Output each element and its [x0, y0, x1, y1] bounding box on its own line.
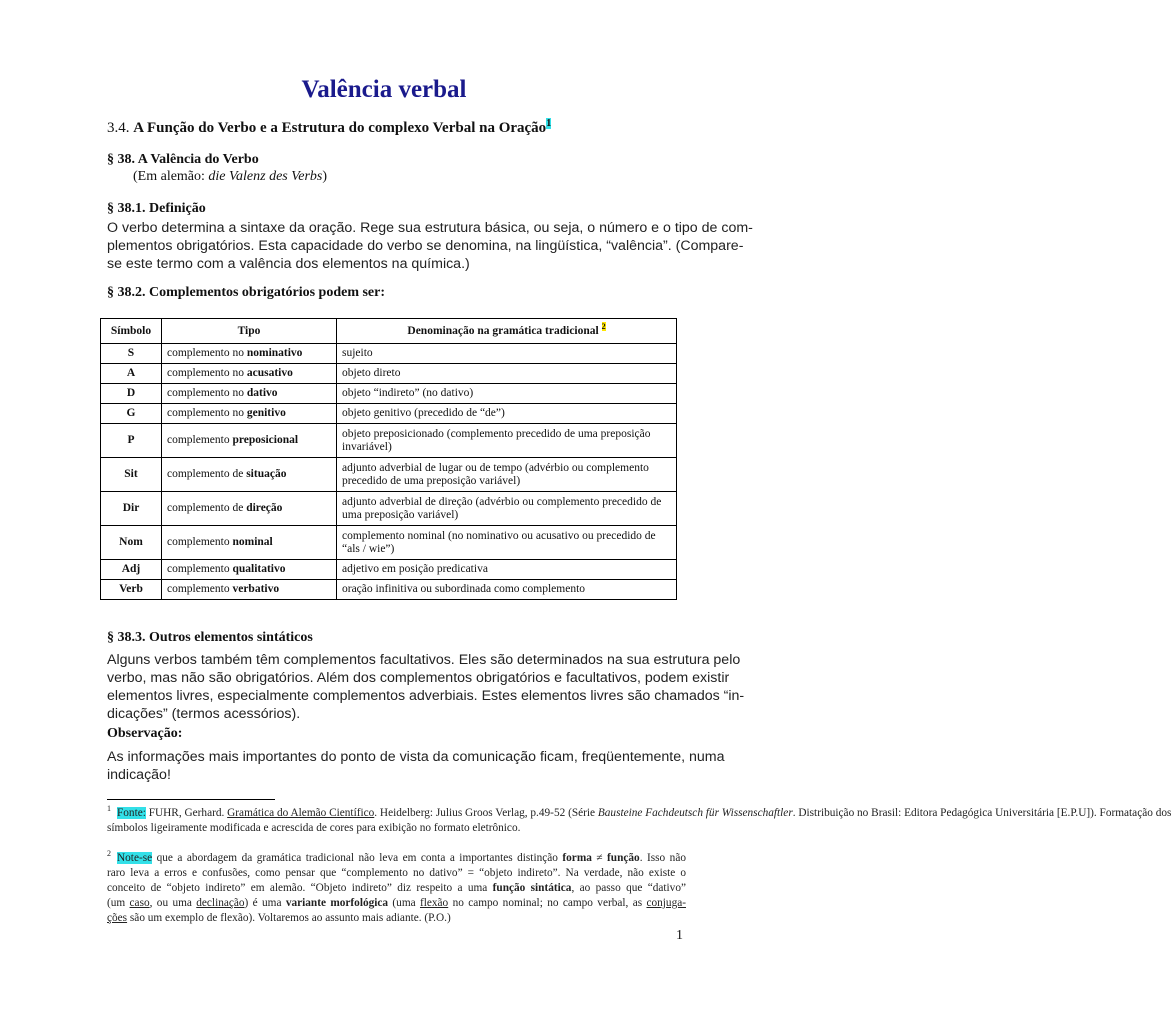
paragraph-line: O verbo determina a sintaxe da oração. Rege sua estrutura básica, ou seja, o número e o tipo de com-: [107, 220, 753, 236]
s383-paragraph: [107, 651, 745, 723]
table-row: [101, 492, 677, 526]
cell-denominacao: adjunto adverbial de lugar ou de tempo (advérbio ou complemento precedido de uma preposição variável): [337, 458, 677, 492]
cell-symbol: Adj: [101, 560, 162, 580]
cell-denominacao: objeto “indireto” (no dativo): [337, 384, 677, 404]
cell-denominacao: objeto direto: [337, 364, 677, 384]
cited-series: Bausteine Fachdeutsch für Wissenschaftler: [597, 807, 793, 819]
footnote-label-note: Note-se: [117, 852, 153, 864]
footnote-ref-1[interactable]: 1: [546, 118, 552, 129]
footnote-number: 2: [107, 849, 111, 859]
table-row: [101, 384, 677, 404]
cell-tipo: complemento no acusativo: [162, 364, 337, 384]
s381-paragraph: [107, 219, 753, 273]
paragraph-line: elementos livres, especialmente complementos adverbiais. Estes elementos livres são chamados “in-: [107, 688, 745, 704]
cell-tipo: complemento no dativo: [162, 384, 337, 404]
col-header-symbol: Símbolo: [101, 319, 162, 344]
s382-heading: § 38.2. Complementos obrigatórios podem ser:: [107, 285, 386, 300]
section-title: A Função do Verbo e a Estrutura do complexo Verbal na Oração: [133, 120, 547, 136]
paragraph-line: indicação!: [107, 767, 171, 783]
table-row: [101, 364, 677, 384]
cell-symbol: P: [101, 424, 162, 458]
cell-denominacao: sujeito: [337, 344, 677, 364]
paragraph-line: verbo, mas não são obrigatórios. Além dos complementos obrigatórios e facultativos, podem existir: [107, 670, 730, 686]
cell-tipo: complemento no nominativo: [162, 344, 337, 364]
cell-denominacao: objeto genitivo (precedido de “de”): [337, 404, 677, 424]
section-number: 3.4.: [107, 120, 130, 136]
table-row: [101, 404, 677, 424]
paragraph-line: se este termo com a valência dos elementos na química.): [107, 256, 470, 272]
s38-german-term: die Valenz des Verbs: [208, 169, 323, 184]
observation-heading: Observação:: [107, 726, 183, 741]
paragraph-line: plementos obrigatórios. Esta capacidade do verbo se denomina, na lingüística, “valência”. (Compare-: [107, 238, 744, 254]
table-row: [101, 526, 677, 560]
cell-symbol: A: [101, 364, 162, 384]
footnote-2: $^2$ Note-se que a abordagem da gramática tradicional não leva em conta a importantes distinção forma ≠ função. Isso não raro leva a erros e confusões, como pensar que “complemento no dativo” = “objeto indireto”. Na verdade, não existe o conceito de “objeto indireto” em alemão. “Objeto indireto” diz respeito a uma função sintática, ao passo que “dativo” (um caso, ou uma declinação) é uma variante morfológica (uma flexão no campo nominal; no campo verbal, as conjuga- ções são um exemplo de flexão). Voltaremos ao assunto mais adiante. (P.O.): [107, 849, 686, 924]
col-header-tipo: Tipo: [162, 319, 337, 344]
section-heading: [107, 120, 551, 137]
paragraph-line: As informações mais importantes do ponto de vista da comunicação ficam, freqüentemente, numa: [107, 749, 725, 765]
page-number: 1: [676, 928, 683, 943]
table-row: [101, 424, 677, 458]
cell-denominacao: complemento nominal (no nominativo ou acusativo ou precedido de “als / wie”): [337, 526, 677, 560]
footnote-ref-2[interactable]: 2: [601, 321, 606, 331]
cell-symbol: Sit: [101, 458, 162, 492]
table-row: [101, 560, 677, 580]
footnote-separator: [107, 799, 275, 800]
s381-heading: § 38.1. Definição: [107, 201, 206, 216]
s383-heading: § 38.3. Outros elementos sintáticos: [107, 630, 313, 645]
observation-paragraph: [107, 748, 725, 784]
table-row: [101, 344, 677, 364]
s38-heading: § 38. A Valência do Verbo: [107, 152, 259, 167]
complements-table: [100, 318, 677, 600]
cell-tipo: complemento de direção: [162, 492, 337, 526]
cell-denominacao: objeto preposicionado (complemento precedido de uma preposição invariável): [337, 424, 677, 458]
cell-tipo: complemento no genitivo: [162, 404, 337, 424]
paragraph-line: Alguns verbos também têm complementos facultativos. Eles são determinados na sua estrutura pelo: [107, 652, 741, 668]
footnote-label-fonte: Fonte:: [117, 807, 146, 819]
table-header-row: [101, 319, 677, 344]
table-row: [101, 580, 677, 600]
cell-tipo: complemento de situação: [162, 458, 337, 492]
cell-tipo: complemento preposicional: [162, 424, 337, 458]
table-row: [101, 458, 677, 492]
cell-symbol: S: [101, 344, 162, 364]
cell-symbol: G: [101, 404, 162, 424]
cell-denominacao: adjunto adverbial de direção (advérbio ou complemento precedido de uma preposição variável): [337, 492, 677, 526]
footnote-number: 1: [107, 804, 111, 814]
cell-denominacao: adjetivo em posição predicativa: [337, 560, 677, 580]
s38-subtitle: (Em alemão: die Valenz des Verbs): [133, 169, 328, 184]
cell-tipo: complemento nominal: [162, 526, 337, 560]
cell-tipo: complemento verbativo: [162, 580, 337, 600]
footnote-1: $^1$ Fonte: FUHR, Gerhard. Gramática do Alemão Científico. Heidelberg: Julius Groos Verlag, p.49-52 (Série Bausteine Fachdeutsch für Wissenschaftler. Distribuição no Brasil: Editora Pedagógica Universitária [E.P.U]). Formatação dos símbolos ligeiramente modificada e acrescida de cores para exibição no formato eletrônico.: [107, 804, 1171, 834]
cell-symbol: Dir: [101, 492, 162, 526]
cell-symbol: Verb: [101, 580, 162, 600]
cell-tipo: complemento qualitativo: [162, 560, 337, 580]
col-header-denominacao: Denominação na gramática tradicional $^2$: [337, 319, 677, 344]
cited-work: Gramática do Alemão Científico: [227, 807, 375, 819]
paragraph-line: dicações” (termos acessórios).: [107, 706, 301, 722]
cell-symbol: D: [101, 384, 162, 404]
cell-symbol: Nom: [101, 526, 162, 560]
cell-denominacao: oração infinitiva ou subordinada como complemento: [337, 580, 677, 600]
page-title: Valência verbal: [301, 76, 467, 103]
